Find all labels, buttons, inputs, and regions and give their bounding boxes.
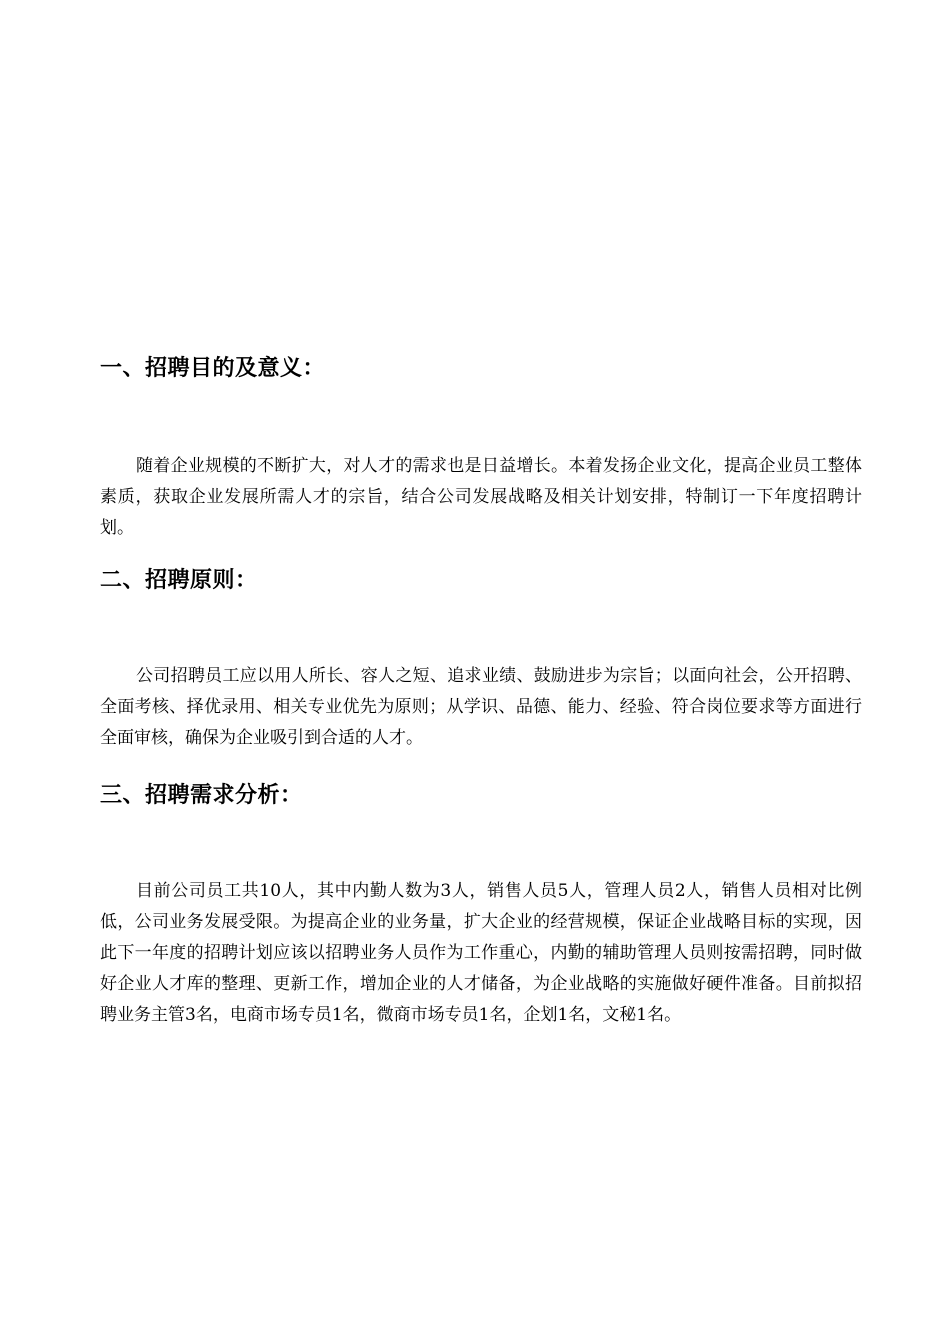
- section-heading-demand-analysis: 三、招聘需求分析：: [100, 783, 303, 808]
- section-heading-purpose: 一、招聘目的及意义：: [100, 356, 326, 381]
- section-body-demand-analysis: 目前公司员工共10人，其中内勤人数为3人，销售人员5人，管理人员2人，销售人员相对比例低，公司业务发展受限。为提高企业的业务量，扩大企业的经营规模，保证企业战略目标的实现，因此下一年度的招聘计划应该以招聘业务人员作为工作重心，内勤的辅助管理人员则按需招聘，同时做好企业人才库的整理、更新工作，增加企业的人才储备，为企业战略的实施做好硬件准备。目前拟招聘业务主管3名，电商市场专员1名，微商市场专员1名，企划1名，文秘1名。: [100, 881, 862, 1025]
- section-body-principles: 公司招聘员工应以用人所长、容人之短、追求业绩、鼓励进步为宗旨；以面向社会，公开招聘、全面考核、择优录用、相关专业优先为原则；从学识、品德、能力、经验、符合岗位要求等方面进行全面审核，确保为企业吸引到合适的人才。: [100, 666, 862, 748]
- section-body-purpose: 随着企业规模的不断扩大，对人才的需求也是日益增长。本着发扬企业文化，提高企业员工整体素质，获取企业发展所需人才的宗旨，结合公司发展战略及相关计划安排，特制订一下年度招聘计划。: [100, 456, 862, 538]
- section-heading-principles: 二、招聘原则：: [100, 568, 258, 593]
